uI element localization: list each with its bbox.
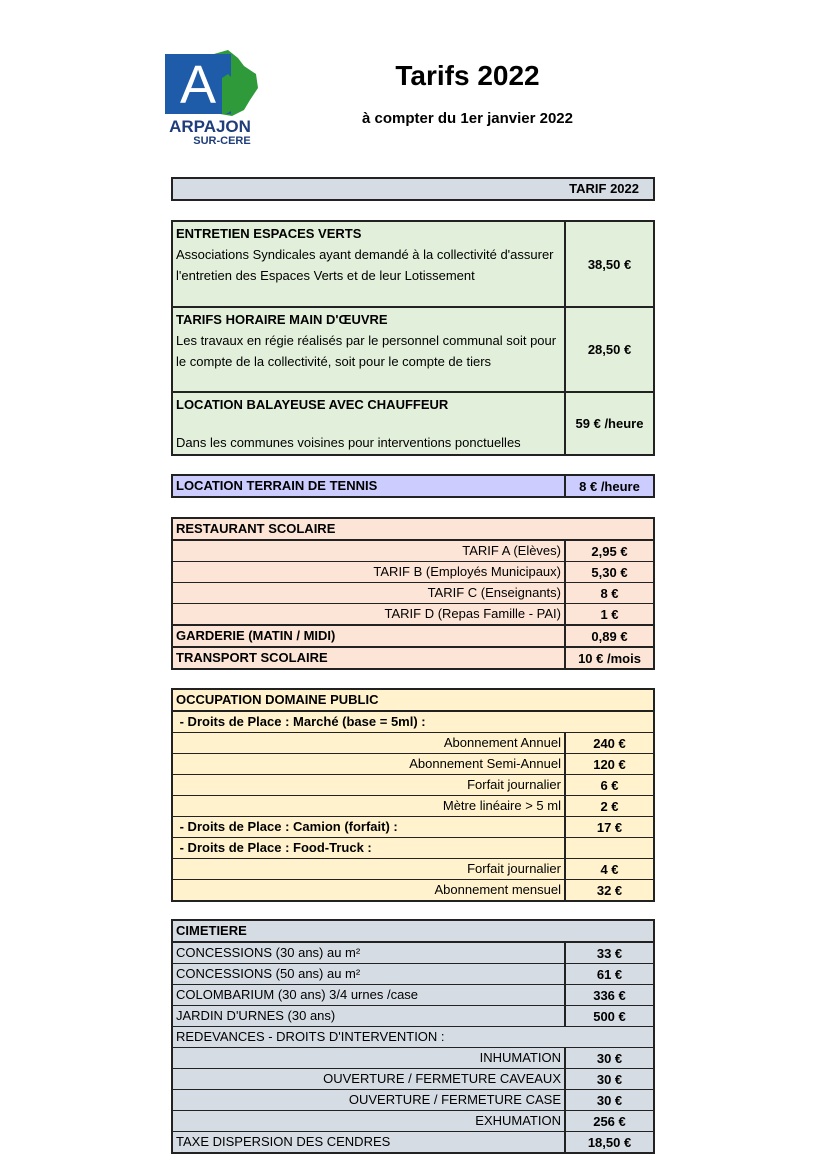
table-row: [173, 539, 653, 561]
balayeuse-title: LOCATION BALAYEUSE AVEC CHAUFFEUR: [176, 397, 449, 412]
tarif-value: 8 €: [564, 583, 653, 603]
food-item-value: 4 €: [564, 859, 653, 879]
table-row: [173, 753, 653, 774]
redevance-item-label: EXHUMATION: [475, 1113, 561, 1128]
svg-text:SUR-CERE: SUR-CERE: [193, 135, 251, 147]
table-row: [173, 519, 653, 539]
table-row: [173, 222, 653, 306]
table-row: [173, 795, 653, 816]
arpajon-logo: [162, 48, 262, 148]
camion-value: 17 €: [564, 817, 653, 837]
table-row: [173, 984, 653, 1005]
redevance-item-label: INHUMATION: [479, 1050, 561, 1065]
cimetiere-item-label: COLOMBARIUM (30 ans) 3/4 urnes /case: [176, 987, 419, 1002]
svg-text:ARPAJON: ARPAJON: [169, 117, 251, 136]
food-item-label: Forfait journalier: [467, 861, 561, 876]
foodtruck-label: - Droits de Place : Food-Truck :: [176, 840, 372, 855]
cimetiere-table: [171, 919, 655, 1154]
domaine-table: [171, 688, 655, 902]
entretien-desc: Associations Syndicales ayant demandé à la collectivité d'assurer l'entretien des Espaces Verts et de leur Lotissement: [176, 247, 554, 283]
table-row: [173, 963, 653, 984]
cimetiere-item-label: CONCESSIONS (30 ans) au m²: [176, 945, 361, 960]
cimetiere-item-value: 33 €: [564, 943, 653, 963]
tennis-label: LOCATION TERRAIN DE TENNIS: [176, 478, 378, 493]
redevance-item-value: 30 €: [564, 1090, 653, 1110]
balayeuse-value: 59 € /heure: [564, 393, 653, 454]
tarif-header: [171, 177, 655, 201]
table-row: [173, 582, 653, 603]
table-row: [173, 561, 653, 582]
main-oeuvre-value: 28,50 €: [564, 308, 653, 391]
tarif-value: 1 €: [564, 604, 653, 624]
redevance-item-value: 30 €: [564, 1048, 653, 1068]
redevances-label: REDEVANCES - DROITS D'INTERVENTION :: [176, 1029, 445, 1044]
table-row: [173, 858, 653, 879]
tarif-label: TARIF D (Repas Famille - PAI): [384, 606, 561, 621]
marche-item-value: 240 €: [564, 733, 653, 753]
table-row: [173, 1005, 653, 1026]
table-row: [173, 476, 653, 496]
marche-item-label: Mètre linéaire > 5 ml: [442, 798, 561, 813]
food-item-label: Abonnement mensuel: [434, 882, 561, 897]
redevance-item-label: OUVERTURE / FERMETURE CASE: [348, 1092, 561, 1107]
restaurant-title: RESTAURANT SCOLAIRE: [176, 521, 336, 536]
cimetiere-item-value: 336 €: [564, 985, 653, 1005]
table-row: [173, 1131, 653, 1152]
restaurant-table: [171, 517, 655, 670]
tarif-label: TARIF B (Employés Municipaux): [373, 564, 561, 579]
taxe-label: TAXE DISPERSION DES CENDRES: [176, 1134, 391, 1149]
transport-value: 10 € /mois: [564, 648, 653, 668]
marche-item-label: Forfait journalier: [467, 777, 561, 792]
camion-label: - Droits de Place : Camion (forfait) :: [176, 819, 398, 834]
transport-label: TRANSPORT SCOLAIRE: [176, 650, 328, 665]
espaces-table: [171, 220, 655, 456]
redevance-item-value: 256 €: [564, 1111, 653, 1131]
main-oeuvre-title: TARIFS HORAIRE MAIN D'ŒUVRE: [176, 312, 388, 327]
table-row: [173, 710, 653, 732]
table-row: [173, 1026, 653, 1047]
table-row: [173, 816, 653, 837]
tarif-header-label: TARIF 2022: [569, 181, 639, 196]
marche-item-value: 2 €: [564, 796, 653, 816]
cimetiere-item-value: 61 €: [564, 964, 653, 984]
marche-item-label: Abonnement Annuel: [443, 735, 561, 750]
table-row: [173, 774, 653, 795]
table-row: [173, 646, 653, 668]
main-oeuvre-desc: Les travaux en régie réalisés par le personnel communal soit pour le compte de la collectivité, soit pour le compte de tiers: [176, 333, 557, 369]
table-row: [173, 391, 653, 454]
tennis-value: 8 € /heure: [564, 476, 653, 496]
marche-item-value: 120 €: [564, 754, 653, 774]
marche-label: - Droits de Place : Marché (base = 5ml) :: [176, 714, 426, 729]
table-row: [173, 1110, 653, 1131]
redevance-item-value: 30 €: [564, 1069, 653, 1089]
cimetiere-item-label: CONCESSIONS (50 ans) au m²: [176, 966, 361, 981]
tennis-table: [171, 474, 655, 498]
redevance-item-label: OUVERTURE / FERMETURE CAVEAUX: [323, 1071, 561, 1086]
table-row: [173, 837, 653, 858]
table-row: [173, 732, 653, 753]
food-item-value: 32 €: [564, 880, 653, 900]
page-subtitle: à compter du 1er janvier 2022: [362, 110, 573, 127]
table-row: [173, 941, 653, 963]
table-row: [173, 921, 653, 941]
balayeuse-desc: Dans les communes voisines pour interventions ponctuelles: [176, 435, 521, 450]
table-row: [173, 306, 653, 391]
entretien-title: ENTRETIEN ESPACES VERTS: [176, 226, 362, 241]
marche-item-value: 6 €: [564, 775, 653, 795]
taxe-value: 18,50 €: [564, 1132, 653, 1152]
entretien-value: 38,50 €: [564, 222, 653, 306]
marche-item-label: Abonnement Semi-Annuel: [409, 756, 561, 771]
svg-text:A: A: [179, 55, 217, 115]
table-row: [173, 624, 653, 646]
domaine-title: OCCUPATION DOMAINE PUBLIC: [176, 692, 379, 707]
table-row: [173, 1089, 653, 1110]
page-title: Tarifs 2022: [395, 60, 540, 91]
table-row: [173, 690, 653, 710]
garderie-label: GARDERIE (MATIN / MIDI): [176, 628, 336, 643]
tarif-value: 5,30 €: [564, 562, 653, 582]
garderie-value: 0,89 €: [564, 626, 653, 646]
cimetiere-item-value: 500 €: [564, 1006, 653, 1026]
cimetiere-title: CIMETIERE: [176, 923, 247, 938]
table-row: [173, 1047, 653, 1068]
table-row: [173, 879, 653, 900]
tarif-label: TARIF C (Enseignants): [427, 585, 561, 600]
cimetiere-item-label: JARDIN D'URNES (30 ans): [176, 1008, 336, 1023]
tarif-value: 2,95 €: [564, 541, 653, 561]
table-row: [173, 1068, 653, 1089]
table-row: [173, 603, 653, 624]
tarif-label: TARIF A (Elèves): [462, 543, 561, 558]
